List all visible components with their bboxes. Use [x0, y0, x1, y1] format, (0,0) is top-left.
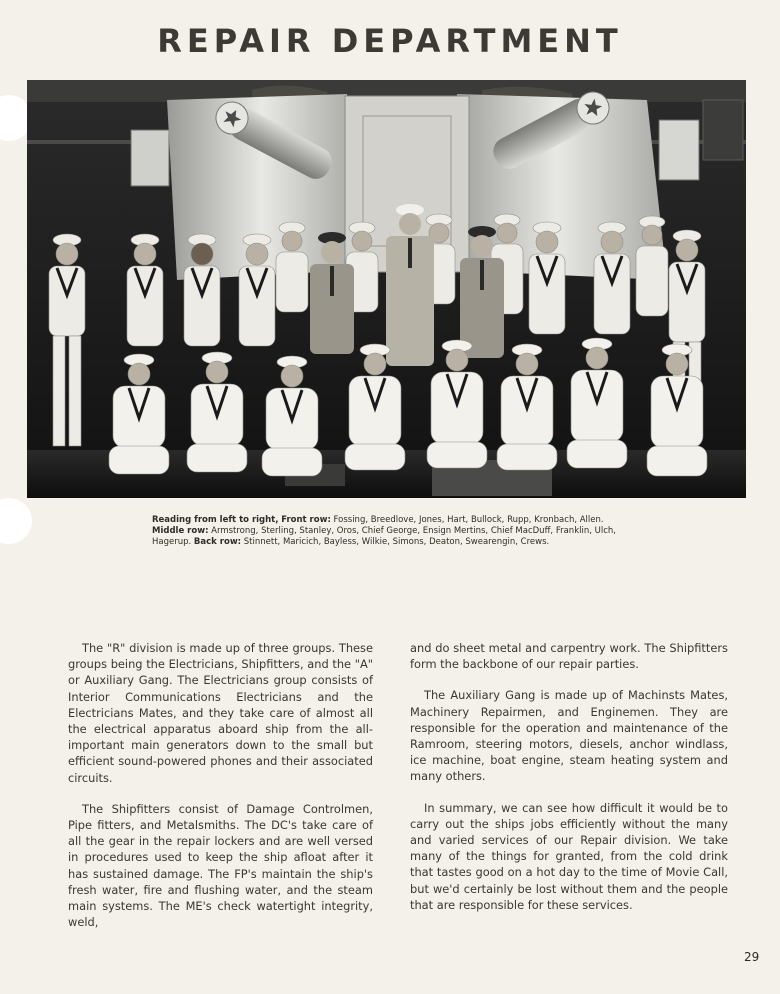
- body-paragraph: The Auxiliary Gang is made up of Machinsts Mates, Machinery Repairmen, and Enginemen. They are responsible for the operation and maintenance of the Ramroom, steering motors, diesels, anchor windlass, ice machine, boat engine, steam heating system and many others.: [410, 688, 728, 784]
- caption-middle-label: Middle row:: [152, 526, 209, 536]
- page-number: 29: [744, 950, 760, 964]
- page-title: REPAIR DEPARTMENT: [157, 22, 623, 60]
- group-photo: [27, 80, 746, 498]
- caption-front-names: Fossing, Breedlove, Jones, Hart, Bullock, Rupp, Kronbach, Allen.: [333, 515, 604, 525]
- body-paragraph: The Shipfitters consist of Damage Controlmen, Pipe fitters, and Metalsmiths. The DC's take care of all the gear in the repair lockers and are well versed in procedures used to keep the ship afloat after it has sustained damage. The FP's maintain the ship's fresh water, fire and flushing water, and the steam main systems. The ME's check watertight integrity, weld,: [68, 801, 373, 930]
- caption-middle-names: Armstrong, Sterling, Stanley, Oros, Chief George, Ensign Mertins, Chief MacDuff, Franklin, Ulch, Hagerup.: [152, 526, 616, 547]
- body-paragraph: In summary, we can see how difficult it would be to carry out the ships jobs efficiently without the many and varied services of our Repair division. We take many of the things for granted, from the cold drink that tastes good on a hot day to the time of Movie Call, but we'd certainly be lost without them and the people that are responsible for these services.: [410, 800, 728, 912]
- binding-hole: [0, 498, 32, 544]
- body-column-right: [410, 640, 728, 928]
- caption-front-label: Front row:: [281, 515, 331, 525]
- caption-lead: Reading from left to right,: [152, 515, 279, 525]
- group-photo-illustration: [27, 80, 746, 498]
- caption-back-label: Back row:: [193, 537, 242, 547]
- photo-caption: [152, 515, 632, 548]
- body-paragraph: and do sheet metal and carpentry work. The Shipfitters form the backbone of our repair parties.: [410, 641, 728, 672]
- body-paragraph: The "R" division is made up of three groups. These groups being the Electricians, Shipfitters, and the "A" or Auxiliary Gang. The Electricians group consists of Interior Communications Electricians and the Electricians Mates, and they take care of almost all the electrical apparatus aboard ship from the all-important main generators down to the small but efficient sound-powered phones and their associated circuits.: [68, 641, 373, 785]
- caption-back-names: Stinnett, Maricich, Bayless, Wilkie, Simons, Deaton, Swearengin, Crews.: [243, 537, 550, 547]
- body-column-left: [68, 640, 373, 945]
